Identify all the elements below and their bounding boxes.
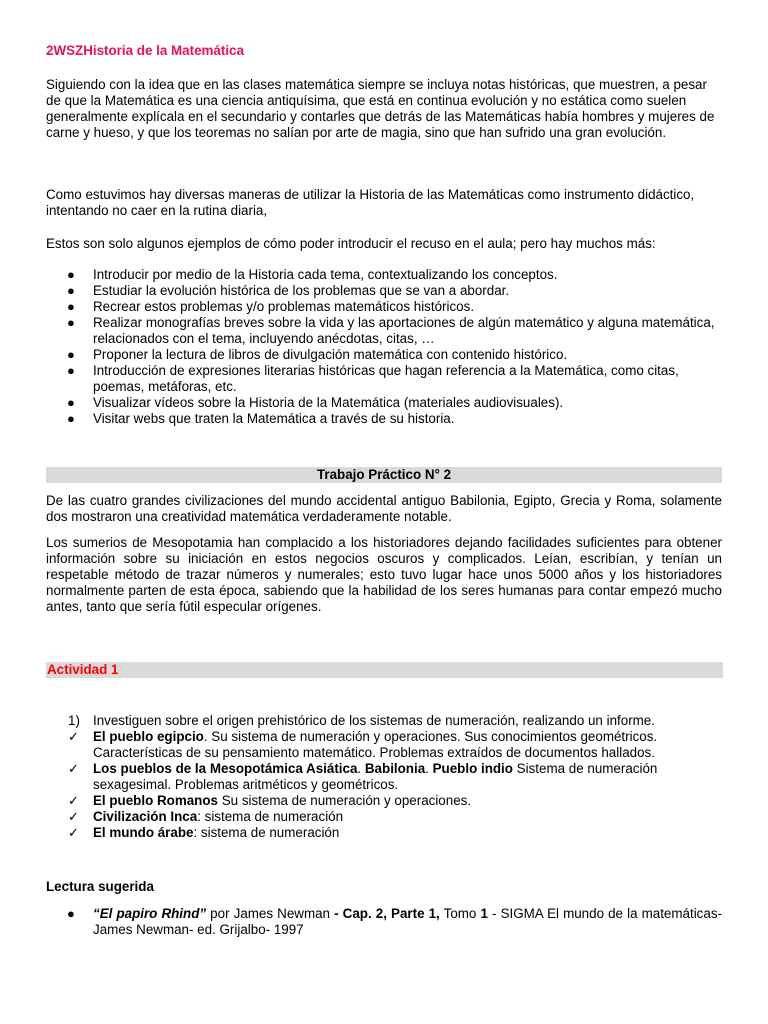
reading-list — [46, 906, 722, 938]
bullet-icon: ● — [67, 395, 75, 410]
tp-paragraph-2: Los sumerios de Mesopotamia han complacido a los historiadores dejando facilidades suficientes para obtener información sobre su iniciación en estos negocios oscuros y complicados. Leían, escribían, y tenían un respetable método de trazar números y numerales; esto tuvo lugar hace unos 5000 años y los historiadores normalmente parten de esta época, sabiendo que la habilidad de los seres humanas para contar empezó mucho antes, tanto que sería fútil especular orígenes. — [46, 535, 722, 614]
tp-heading: Trabajo Práctico N° 2 — [46, 467, 722, 483]
check-item: ✓ El pueblo egipcio. Su sistema de numeración y operaciones. Sus conocimientos geométricos. Características de su pensamiento matemático. Problemas extraídos de documentos hallados. — [68, 729, 658, 760]
bullet-icon: ● — [67, 347, 75, 362]
bullet-icon: ● — [67, 283, 75, 298]
examples-list — [46, 267, 722, 427]
activity-list — [46, 713, 722, 729]
reading-title: “El papiro Rhind” — [93, 906, 207, 921]
list-item: ● Visitar webs que traten la Matemática a través de su historia. — [67, 411, 455, 426]
tp-paragraph-1: De las cuatro grandes civilizaciones del mundo accidental antiguo Babilonia, Egipto, Grecia y Roma, solamente dos mostraron una creatividad matemática verdaderamente notable. — [46, 493, 722, 524]
page-title: 2WSZHistoria de la Matemática — [46, 43, 244, 58]
reading-heading: Lectura sugerida — [46, 879, 154, 894]
list-item: ● “El papiro Rhind” por James Newman - Cap. 2, Parte 1, Tomo 1 - SIGMA El mundo de la matemáticas- James Newman- ed. Grijalbo- 1997 — [67, 906, 722, 937]
bullet-icon: ● — [67, 315, 75, 330]
list-item: ● Recrear estos problemas y/o problemas matemáticos históricos. — [67, 299, 475, 314]
bullet-icon: ● — [67, 267, 75, 282]
activity-heading: Actividad 1 — [46, 662, 723, 678]
list-item: ● Proponer la lectura de libros de divulgación matemática con contenido histórico. — [67, 347, 568, 362]
list-item: ● Visualizar vídeos sobre la Historia de la Matemática (materiales audiovisuales). — [67, 395, 564, 410]
intro-paragraph: Siguiendo con la idea que en las clases matemática siempre se incluya notas históricas, que muestren, a pesar de que la Matemática es una ciencia antiquísima, que está en continua evolución y no estática como suelen generalmente explícala en el secundario y contarles que detrás de las Matemáticas había hombres y mujeres de carne y hueso, y que los teoremas no salían por arte de magia, sino que han sufrido una gran evolución. — [46, 77, 715, 140]
check-item: ✓ El mundo árabe: sistema de numeración — [68, 825, 340, 840]
topics-checklist — [46, 729, 722, 841]
bullet-icon: ● — [67, 299, 75, 314]
check-item: ✓ Los pueblos de la Mesopotámica Asiática. Babilonia. Pueblo indio Sistema de numeración sexagesimal. Problemas aritméticos y geométricos. — [68, 761, 658, 792]
list-item: ● Estudiar la evolución histórica de los problemas que se van a abordar. — [67, 283, 510, 298]
bullet-icon: ● — [67, 906, 75, 921]
bullet-icon: ● — [67, 411, 75, 426]
paragraph-ways: Como estuvimos hay diversas maneras de utilizar la Historia de las Matemáticas como instrumento didáctico, intentando no caer en la rutina diaria, — [46, 187, 695, 218]
check-icon: ✓ — [68, 809, 79, 824]
list-item: 1) Investiguen sobre el origen prehistórico de los sistemas de numeración, realizando un informe. — [68, 713, 655, 728]
bullet-icon: ● — [67, 363, 75, 378]
check-item: ✓ Civilización Inca: sistema de numeración — [68, 809, 344, 824]
paragraph-examples: Estos son solo algunos ejemplos de cómo poder introducir el recuso en el aula; pero hay muchos más: — [46, 236, 656, 251]
check-icon: ✓ — [68, 761, 79, 776]
check-icon: ✓ — [68, 729, 79, 744]
document-page — [46, 43, 722, 938]
item-number: 1) — [68, 713, 80, 728]
check-icon: ✓ — [68, 825, 79, 840]
list-item: ● Introducir por medio de la Historia cada tema, contextualizando los conceptos. — [67, 267, 558, 282]
check-icon: ✓ — [68, 793, 79, 808]
check-item: ✓ El pueblo Romanos Su sistema de numeración y operaciones. — [68, 793, 472, 808]
list-item: ● Realizar monografías breves sobre la vida y las aportaciones de algún matemático y alguna matemática, relacionados con el tema, incluyendo anécdotas, citas, … — [67, 315, 715, 346]
list-item: ● Introducción de expresiones literarias históricas que hagan referencia a la Matemática, como citas, poemas, metáforas, etc. — [67, 363, 679, 394]
